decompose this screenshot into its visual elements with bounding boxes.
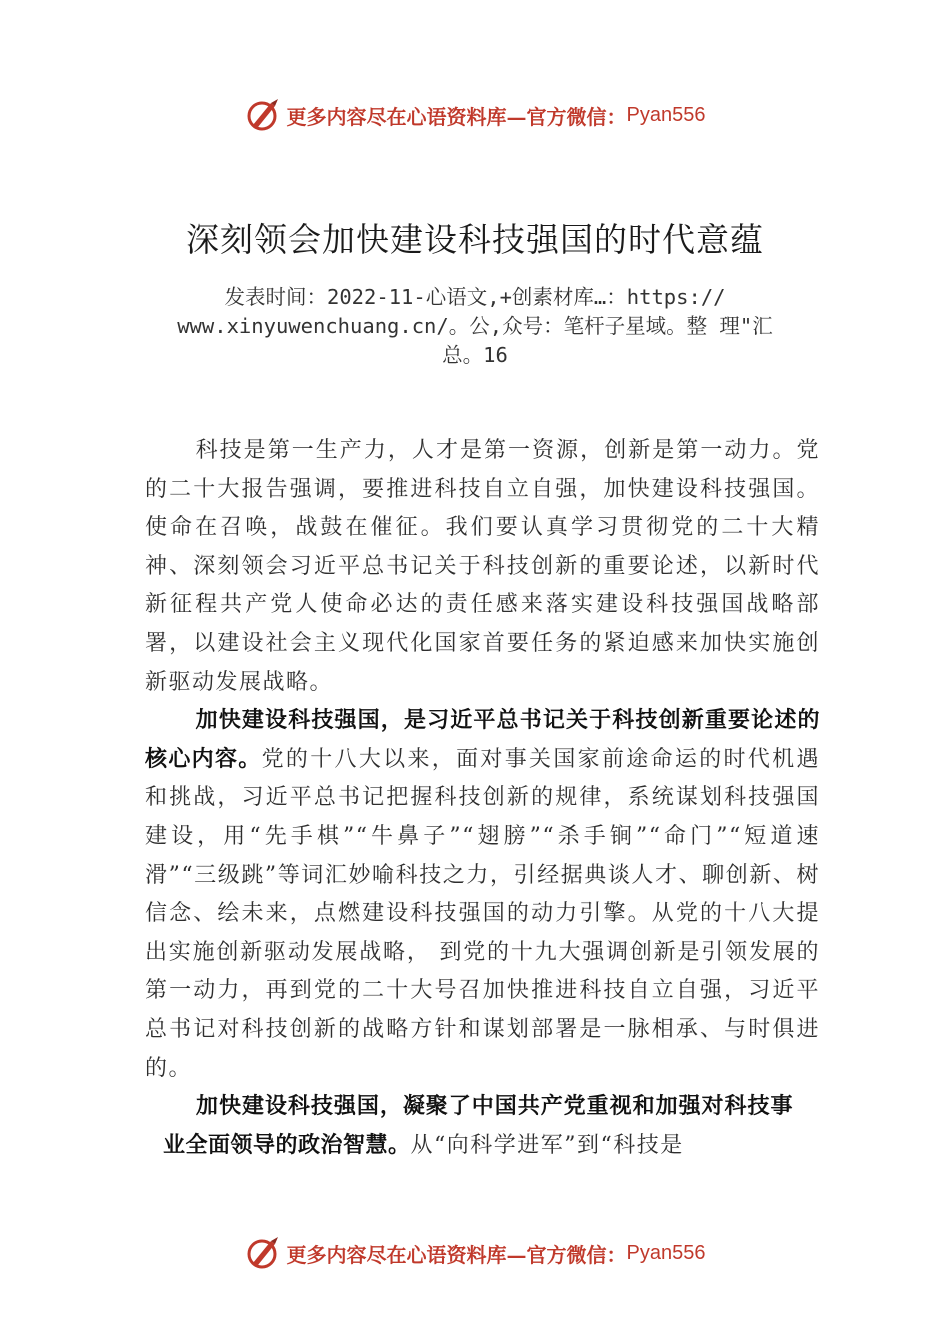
paragraph (145, 432, 820, 702)
paragraph-lead: 加快建设科技强国，是习近平总书记关于科技创新重要论述的核心内容。 (145, 708, 820, 772)
watermark-handle: Pyan556 (626, 1241, 706, 1264)
paragraph (145, 1088, 793, 1165)
watermark-handle: Pyan556 (626, 103, 706, 126)
watermark-banner-top (0, 95, 950, 135)
paragraph-text: 从“向科学进军”到“科技是 (410, 1132, 684, 1158)
watermark-banner-bottom (0, 1233, 950, 1273)
article-meta: 发表时间：2022-11-心语文,+创素材库…：https:// www.xinyuwenchuang.cn/。公,众号：笔杆子星域。整 理"汇总。16 (177, 285, 773, 367)
paragraph-text: 党的十八大以来，面对事关国家前途命运的时代机遇和挑战，习近平总书记把握科技创新的规律，系统谋划科技强国建设，用“先手棋”“牛鼻子”“翅膀”“杀手锏”“命门”“短道速滑”“三级跳”等词汇妙喻科技之力，引经据典谈人才、聊创新、树信念、绘未来，点燃建设科技强国的动力引擎。从党的十八大提出实施创新驱动发展战略， 到党的十九大强调创新是引领发展的第一动力，再到党的二十大号召加快推进科技自立自强，习近平总书记对科技创新的战略方针和谋划部署是一脉相承、与时俱进的。 (145, 746, 820, 1081)
article-body (145, 432, 820, 1165)
watermark-brand-text: 更多内容尽在心语资料库—官方微信： (286, 104, 627, 129)
quill-pen-icon (245, 97, 281, 133)
paragraph (145, 702, 820, 1088)
paragraph-lead: 加快建设科技强国，凝聚了中国共产党重视和加强对科技事业全面领导的政治智慧。 (163, 1094, 793, 1158)
watermark-brand-text: 更多内容尽在心语资料库—官方微信： (286, 1242, 627, 1267)
quill-pen-icon (245, 1235, 281, 1271)
paragraph-text: 科技是第一生产力，人才是第一资源，创新是第一动力。党的二十大报告强调，要推进科技自立自强，加快建设科技强国。使命在召唤，战鼓在催征。我们要认真学习贯彻党的二十大精神、深刻领会习近平总书记关于科技创新的重要论述，以新时代新征程共产党人使命必达的责任感来落实建设科技强国战略部署，以建设社会主义现代化国家首要任务的紧迫感来加快实施创新驱动发展战略。 (145, 438, 820, 695)
article-title: 深刻领会加快建设科技强国的时代意蕴 (186, 220, 764, 259)
